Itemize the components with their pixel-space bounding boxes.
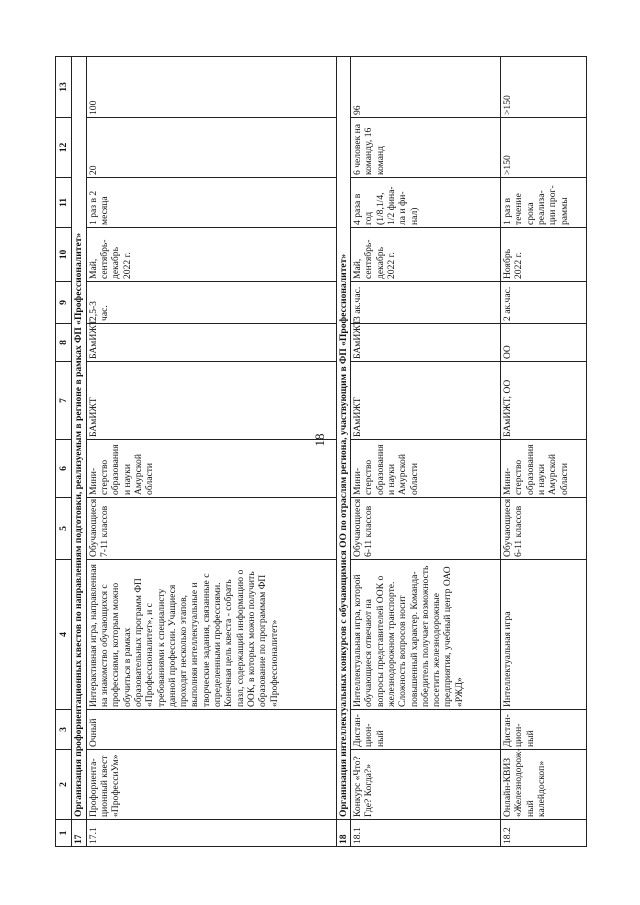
- column-header: 10: [56, 228, 72, 282]
- cell-organizer: БАмИЖТ, ОО: [500, 362, 586, 440]
- cell-total: 100: [86, 57, 336, 118]
- cell-event-name: Конкурс «Что? Где? Когда?»: [350, 750, 500, 820]
- cell-frequency: 1 раз в 2 месяца: [86, 178, 336, 228]
- column-header: 8: [56, 324, 72, 362]
- cell-format: Дистан-цион-ный: [350, 710, 500, 750]
- section-number: 17: [72, 820, 86, 847]
- cell-audience: Обучающиеся 6-11 классов: [350, 498, 500, 560]
- events-table: [55, 56, 587, 847]
- column-header: 6: [56, 440, 72, 498]
- cell-venue: БАмИЖТ: [86, 324, 336, 362]
- cell-responsible: Мини-стерство образования и науки Амурской области: [350, 440, 500, 498]
- cell-duration: 3 ак.час.: [350, 282, 500, 324]
- cell-number: 18.1: [350, 820, 500, 847]
- rotated-table-container: [55, 57, 585, 847]
- cell-total: 96: [350, 57, 500, 118]
- page-number: 18: [312, 433, 327, 447]
- cell-responsible: Мини-стерство образования и науки Амурской области: [86, 440, 336, 498]
- cell-dates: Май, сентябрь-декабрь 2022 г.: [350, 228, 500, 282]
- column-header: 12: [56, 118, 72, 178]
- cell-total: >150: [500, 57, 586, 118]
- cell-audience: Обучающиеся 7-11 классов: [86, 498, 336, 560]
- cell-format: Очный: [86, 710, 336, 750]
- column-header: 11: [56, 178, 72, 228]
- cell-description: Интеллектуальная игра, которой обучающиеся отвечают на вопросы представителей ООК о железнодорожном транспорте. Сложность вопросов носит повышенный характер. Команда-победитель получает возможность посетить железнодорожные предприятия, учебный центр ОАО «РЖД»: [350, 560, 500, 710]
- column-header: 13: [56, 57, 72, 118]
- cell-group-size: >150: [500, 118, 586, 178]
- table-row: [350, 57, 500, 847]
- cell-description: Интерактивная игра, направленная на знакомство обучающихся с профессиями, которым можно обучиться в рамках образовательных программ ФП «Профессионалитет», и с требованиями к специалисту данной профессии. Учащиеся проходят несколько этапов, выполняя интеллектуальные и творческие задания, связанные с определенными профессиями. Конечная цель квеста - собрать пазл, содержащий информацию о ООК, в которых можно получить образование по программам ФП «Профессионалитет»: [86, 560, 336, 710]
- cell-group-size: 20: [86, 118, 336, 178]
- cell-number: 18.2: [500, 820, 586, 847]
- cell-event-name: Онлайн-КВИЗ «Железнодорож-ный калейдоскоп»: [500, 750, 586, 820]
- table-row: [500, 57, 586, 847]
- table-row: [86, 57, 336, 847]
- column-header: 4: [56, 560, 72, 710]
- column-header: 5: [56, 498, 72, 560]
- cell-duration: 2,5-3 час.: [86, 282, 336, 324]
- column-header: 2: [56, 750, 72, 820]
- cell-event-name: Профориента-ционный квест «ПрофессиУм»: [86, 750, 336, 820]
- cell-number: 17.1: [86, 820, 336, 847]
- cell-group-size: 6 человек на команду, 16 команд: [350, 118, 500, 178]
- column-header: 1: [56, 820, 72, 847]
- column-header: 3: [56, 710, 72, 750]
- column-header: 7: [56, 362, 72, 440]
- cell-responsible: Мини-стерство образования и науки Амурской области: [500, 440, 586, 498]
- section-row-17: [72, 57, 86, 847]
- column-header: 9: [56, 282, 72, 324]
- cell-frequency: 4 раза в год (1/8,1/4, 1/2 фина-ла и фи-нал): [350, 178, 500, 228]
- cell-frequency: 1 раз в течение срока реализа-ции прог-раммы: [500, 178, 586, 228]
- cell-format: Дистан-цион-ный: [500, 710, 586, 750]
- section-title: Организация интеллектуальных конкурсов с обучающимися ОО по отраслям региона, участвующим в ФП «Профессионалитет»: [336, 57, 350, 820]
- cell-dates: Май, сентябрь-декабрь 2022 г.: [86, 228, 336, 282]
- cell-venue: БАмИЖТ: [350, 324, 500, 362]
- cell-dates: Ноябрь 2022 г.: [500, 228, 586, 282]
- cell-organizer: БАмИЖТ: [86, 362, 336, 440]
- column-header-row: [56, 57, 72, 847]
- cell-duration: 2 ак.час.: [500, 282, 586, 324]
- cell-audience: Обучающиеся 6-11 классов: [500, 498, 586, 560]
- cell-organizer: БАмИЖТ: [350, 362, 500, 440]
- cell-description: Интеллектуальная игра: [500, 560, 586, 710]
- cell-venue: ОО: [500, 324, 586, 362]
- section-title: Организация профориентационных квестов по направлениям подготовки, реализуемым в регионе в рамках ФП «Профессионалитет»: [72, 57, 86, 820]
- section-row-18: [336, 57, 350, 847]
- section-number: 18: [336, 820, 350, 847]
